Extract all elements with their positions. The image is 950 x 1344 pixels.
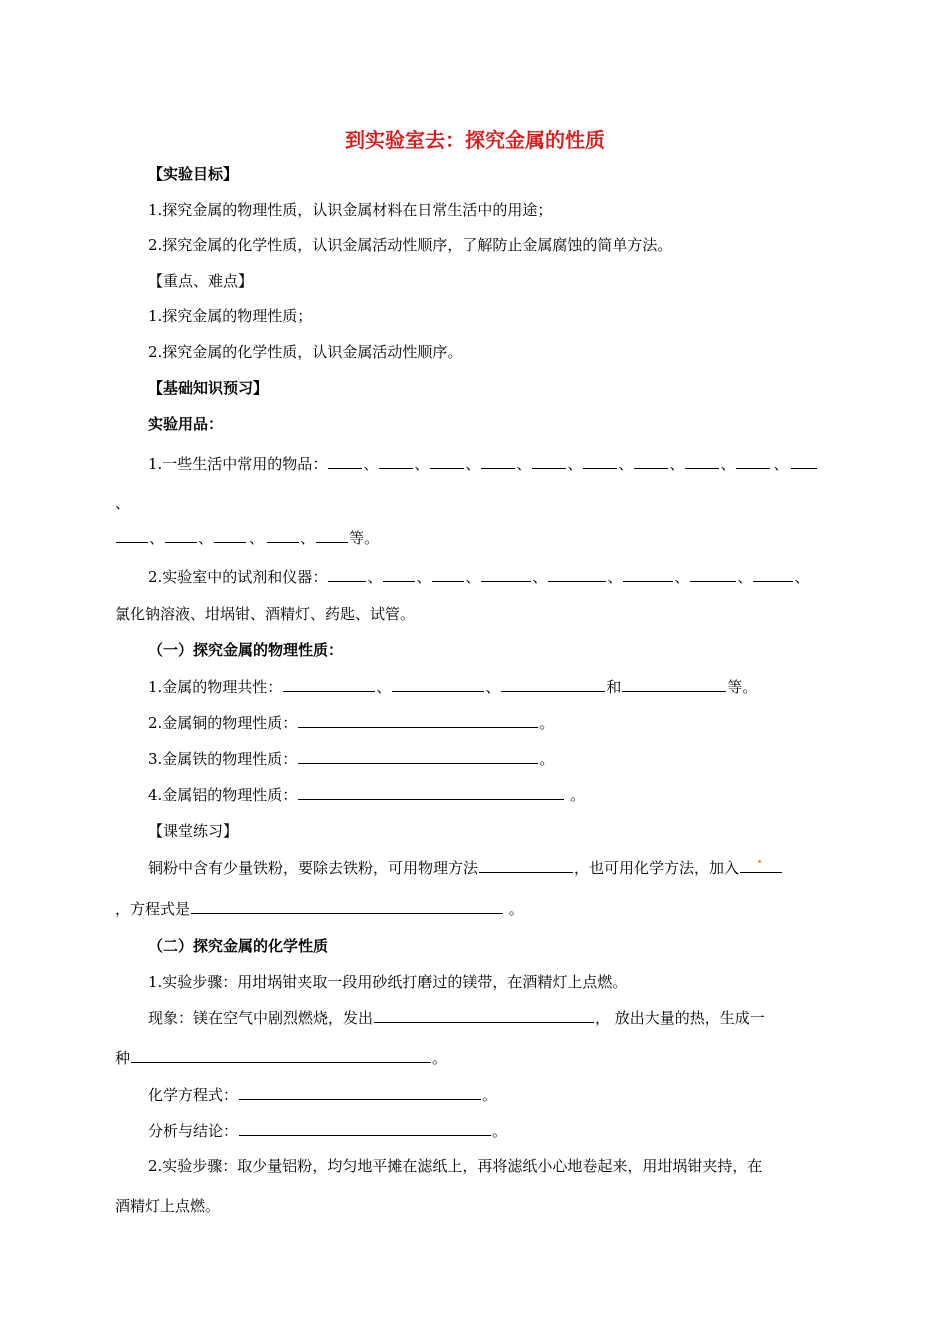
blank-field[interactable] (532, 454, 566, 469)
comma: 、 (516, 455, 532, 473)
blank-field[interactable] (116, 528, 148, 543)
comma: 、 (465, 455, 481, 473)
comma: 、 (414, 455, 430, 473)
etc: 等。 (727, 678, 758, 696)
objective-item-1: 1.探究金属的物理性质，认识金属材料在日常生活中的用途； (148, 201, 553, 219)
phenomenon-c: 种 (115, 1049, 131, 1067)
period: 。 (492, 1122, 508, 1140)
period: 。 (539, 714, 555, 732)
blank-field[interactable] (379, 454, 413, 469)
blank-field[interactable] (239, 1121, 491, 1136)
reagents-label: 2.实验室中的试剂和仪器： (148, 568, 328, 586)
chemical-step-2: 2.实验步骤：取少量铝粉，均匀地平摊在滤纸上，再将滤纸小心地卷起来，用坩埚钳夹持，在 (148, 1157, 763, 1175)
equation-row (148, 1085, 497, 1105)
objective-item-2: 2.探究金属的化学性质，认识金属活动性顺序，了解防止金属腐蚀的简单方法。 (148, 236, 673, 254)
reagents-row (148, 567, 809, 587)
comma: 、 (567, 455, 583, 473)
comma: 、 (737, 568, 753, 586)
daily-items-row-2 (115, 528, 379, 548)
phenomenon-row-2 (115, 1048, 447, 1068)
supplies-heading: 实验用品： (148, 415, 224, 433)
blank-field[interactable] (740, 858, 782, 873)
aluminum-label: 4.金属铝的物理性质： (148, 786, 298, 804)
comma: 、 (363, 455, 379, 473)
practice-row (148, 858, 783, 878)
reagents-tail: 氯化钠溶液、坩埚钳、酒精灯、药匙、试管。 (115, 605, 416, 623)
blank-field[interactable] (479, 858, 573, 873)
blank-field[interactable] (430, 454, 464, 469)
blank-field[interactable] (548, 567, 606, 582)
comma: 、 (465, 568, 481, 586)
practice-text-3: ，方程式是 (115, 900, 191, 918)
stray-mark (758, 860, 761, 863)
blank-field[interactable] (328, 454, 362, 469)
copper-row (148, 713, 554, 733)
comma: 、 (794, 568, 810, 586)
comma: 、 (300, 529, 316, 547)
analysis-row (148, 1121, 507, 1141)
chemical-heading: （二）探究金属的化学性质 (148, 937, 329, 955)
blank-field[interactable] (481, 567, 531, 582)
blank-field[interactable] (283, 677, 375, 692)
blank-field[interactable] (316, 528, 348, 543)
phenomenon-b: ， 放出大量的热，生成一 (595, 1009, 765, 1027)
and-word: 和 (606, 678, 622, 696)
comma: 、 (249, 529, 265, 547)
comma: 、 (376, 678, 392, 696)
physical-heading: （一）探究金属的物理性质： (148, 641, 344, 659)
blank-field[interactable] (791, 454, 817, 469)
blank-field[interactable] (239, 1085, 481, 1100)
comma: 、 (669, 455, 685, 473)
practice-text-2: ，也可用化学方法，加入 (574, 859, 740, 877)
blank-field[interactable] (622, 677, 726, 692)
daily-items-row (148, 454, 818, 474)
blank-field[interactable] (583, 454, 617, 469)
chemical-step-1: 1.实验步骤：用坩埚钳夹取一段用砂纸打磨过的镁带，在酒精灯上点燃。 (148, 973, 628, 991)
chemical-step-2-cont: 酒精灯上点燃。 (115, 1197, 221, 1215)
comma: 、 (607, 568, 623, 586)
blank-field[interactable] (623, 567, 673, 582)
blank-field[interactable] (501, 677, 605, 692)
aluminum-row (148, 785, 585, 805)
blank-field[interactable] (383, 567, 415, 582)
blank-field[interactable] (165, 528, 197, 543)
blank-field[interactable] (267, 528, 299, 543)
blank-field[interactable] (753, 567, 793, 582)
comma: 、 (149, 529, 165, 547)
etc: 等。 (349, 529, 380, 547)
blank-field[interactable] (298, 749, 538, 764)
daily-items-label: 1.一些生活中常用的物品： (148, 455, 328, 473)
comma: 、 (198, 529, 214, 547)
copper-label: 2.金属铜的物理性质： (148, 714, 298, 732)
blank-field[interactable] (432, 567, 464, 582)
practice-row-2 (115, 899, 524, 919)
blank-field[interactable] (690, 567, 736, 582)
comma: 、 (618, 455, 634, 473)
period: 。 (539, 750, 555, 768)
blank-field[interactable] (392, 677, 484, 692)
equation-label: 化学方程式： (148, 1086, 239, 1104)
keypoints-heading: 【重点、难点】 (148, 272, 254, 290)
comma: 、 (674, 568, 690, 586)
objectives-heading: 【实验目标】 (148, 165, 239, 183)
blank-field[interactable] (634, 454, 668, 469)
analysis-label: 分析与结论： (148, 1122, 239, 1140)
phenomenon-row (148, 1008, 765, 1028)
phenomenon-a: 现象：镁在空气中剧烈燃烧，发出 (148, 1009, 374, 1027)
period: 。 (432, 1049, 448, 1067)
blank-field[interactable] (481, 454, 515, 469)
physical-common-label: 1.金属的物理共性： (148, 678, 283, 696)
iron-label: 3.金属铁的物理性质： (148, 750, 298, 768)
iron-row (148, 749, 554, 769)
comma: 、 (485, 678, 501, 696)
comma: 、 (773, 455, 789, 473)
comma: 、 (720, 455, 736, 473)
blank-field[interactable] (736, 454, 770, 469)
keypoint-item-1: 1.探究金属的物理性质； (148, 307, 313, 325)
blank-field[interactable] (298, 713, 538, 728)
comma: 、 (367, 568, 383, 586)
comma: 、 (416, 568, 432, 586)
page-title: 到实验室去：探究金属的性质 (345, 128, 605, 152)
blank-field[interactable] (191, 899, 503, 914)
physical-common-row (148, 677, 757, 697)
blank-field[interactable] (298, 785, 564, 800)
blank-field[interactable] (328, 567, 366, 582)
blank-field[interactable] (374, 1008, 594, 1023)
period: 。 (482, 1086, 498, 1104)
blank-field[interactable] (214, 528, 246, 543)
practice-heading: 【课堂练习】 (148, 822, 239, 840)
preview-heading: 【基础知识预习】 (148, 379, 269, 397)
blank-field[interactable] (131, 1048, 431, 1063)
practice-text-1: 铜粉中含有少量铁粉，要除去铁粉，可用物理方法 (148, 859, 479, 877)
comma-wrap: 、 (115, 494, 131, 512)
period: 。 (570, 786, 586, 804)
keypoint-item-2: 2.探究金属的化学性质，认识金属活动性顺序。 (148, 343, 463, 361)
comma: 、 (532, 568, 548, 586)
blank-field[interactable] (685, 454, 719, 469)
period: 。 (508, 900, 524, 918)
